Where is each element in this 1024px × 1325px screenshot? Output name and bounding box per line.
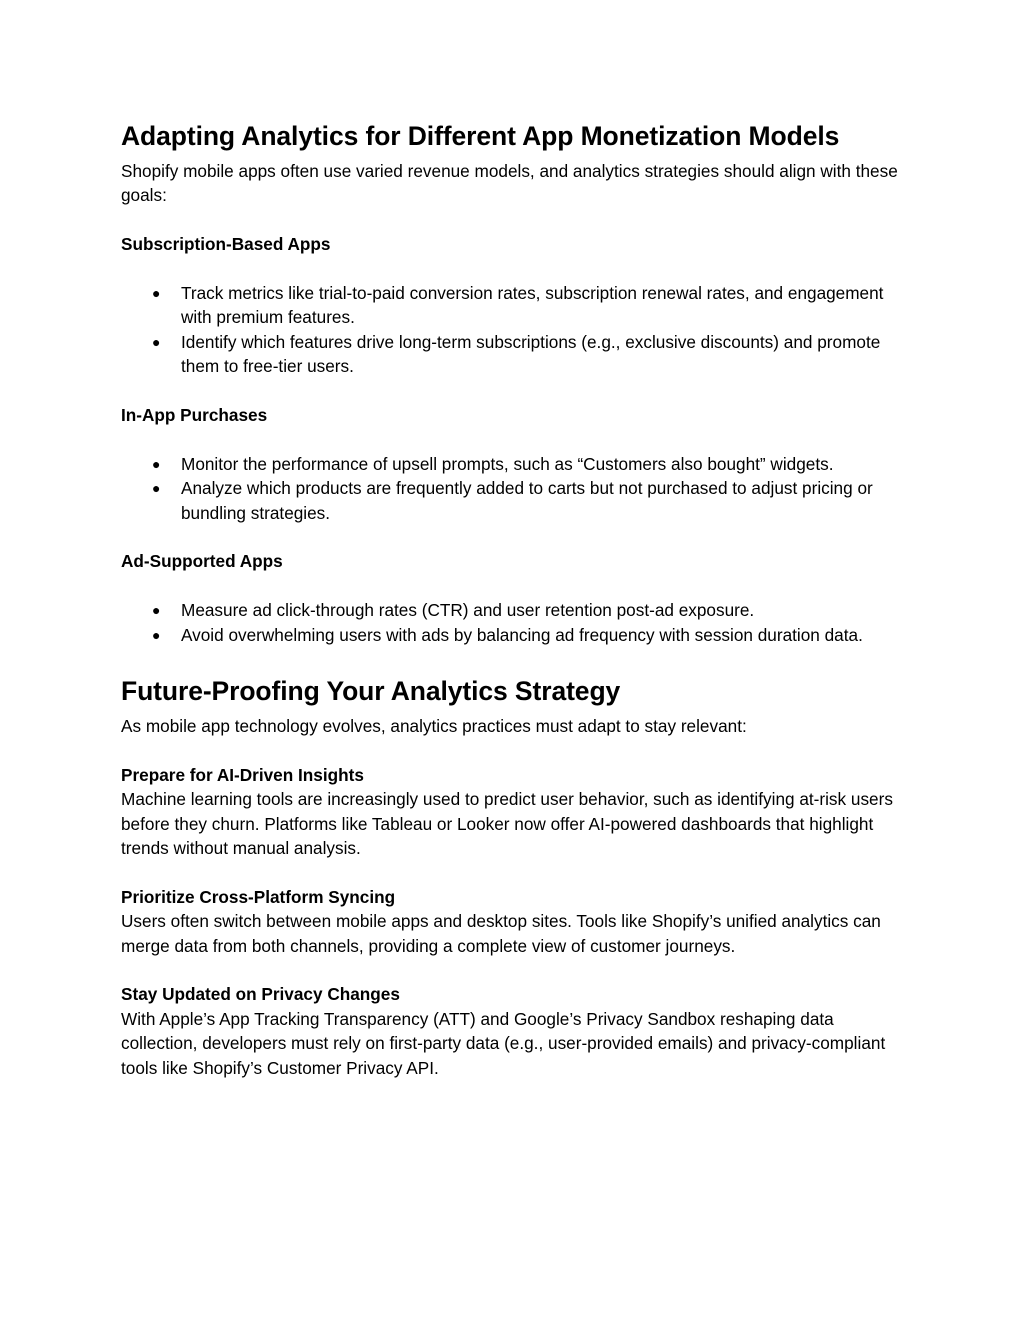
list-item: ● Avoid overwhelming users with ads by balancing ad frequency with session duration data. [121, 623, 911, 647]
bullet-icon: ● [152, 626, 161, 643]
section-heading-monetization: Adapting Analytics for Different App Monetization Models [121, 121, 840, 151]
subheading-subscription: Subscription-Based Apps [121, 234, 331, 255]
section-intro-future-proofing: As mobile app technology evolves, analytics practices must adapt to stay relevant: [121, 716, 747, 737]
subheading-ai-insights: Prepare for AI-Driven Insights [121, 764, 364, 785]
bullet-list-ad-supported [121, 598, 911, 647]
list-item: ● Identify which features drive long-term subscriptions (e.g., exclusive discounts) and promote them to free-tier users. [152, 331, 881, 377]
list-item: ● Analyze which products are frequently added to carts but not purchased to adjust pricing or bundling strategies. [152, 478, 873, 523]
list-item: ● Monitor the performance of upsell prompts, such as “Customers also bought” widgets. [121, 452, 911, 476]
paragraph-cross-platform: Users often switch between mobile apps and desktop sites. Tools like Shopify’s unified analytics can merge data from both channels, providing a complete view of customer journeys. [121, 911, 881, 956]
section-heading-future-proofing: Future-Proofing Your Analytics Strategy [121, 676, 621, 707]
bullet-icon: ● [152, 602, 161, 619]
bullet-icon: ● [152, 480, 161, 497]
section-intro-monetization: Shopify mobile apps often use varied revenue models, and analytics strategies should align with these goals: [121, 161, 898, 206]
document-page [121, 119, 911, 1080]
paragraph-privacy: With Apple’s App Tracking Transparency (ATT) and Google’s Privacy Sandbox reshaping data collection, developers must rely on first-party data (e.g., user-provided emails) and privacy-compliant tools like Shopify’s Customer Privacy API. [121, 1008, 886, 1078]
bullet-list-subscription [121, 281, 911, 379]
list-item: ● Track metrics like trial-to-paid conversion rates, subscription renewal rates, and engagement with premium features. [152, 283, 884, 328]
subheading-privacy: Stay Updated on Privacy Changes [121, 984, 400, 1005]
subheading-in-app-purchases: In-App Purchases [121, 405, 268, 426]
bullet-icon: ● [152, 455, 161, 472]
paragraph-ai-insights: Machine learning tools are increasingly used to predict user behavior, such as identifying at-risk users before they churn. Platforms like Tableau or Looker now offer AI-powered dashboards that highlight trends without manual analysis. [121, 789, 893, 859]
subheading-ad-supported: Ad-Supported Apps [121, 551, 283, 572]
bullet-list-in-app-purchases [121, 452, 911, 525]
subheading-cross-platform: Prioritize Cross-Platform Syncing [121, 886, 396, 907]
bullet-icon: ● [152, 333, 161, 350]
bullet-icon: ● [152, 285, 161, 301]
list-item: ● Measure ad click-through rates (CTR) and user retention post-ad exposure. [121, 598, 911, 622]
